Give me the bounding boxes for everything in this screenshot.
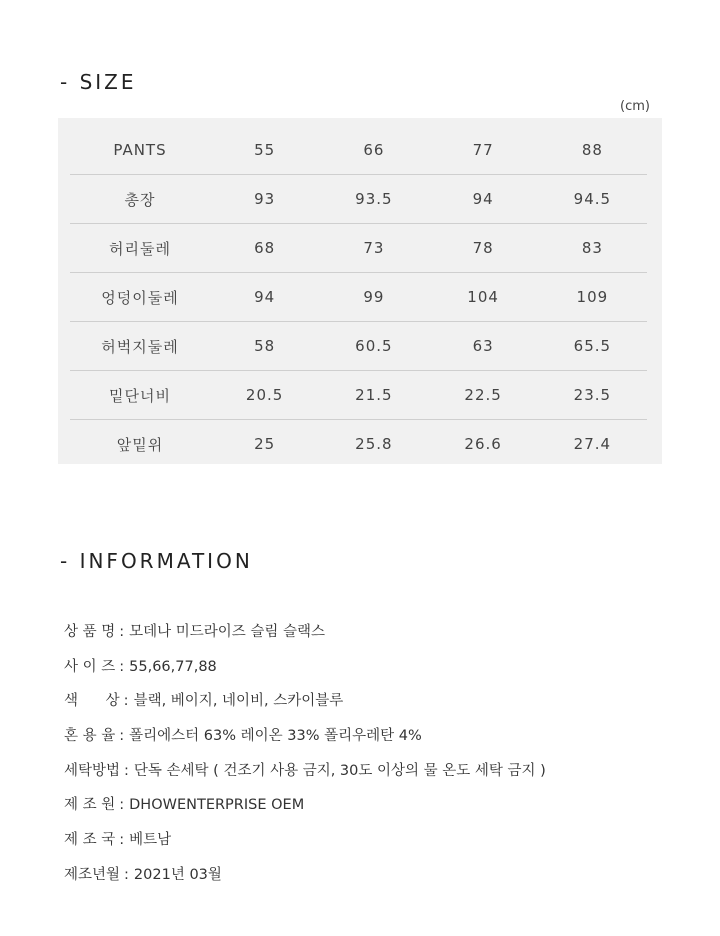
- table-cell: 94.5: [538, 175, 647, 224]
- table-cell: 27.4: [573, 435, 612, 453]
- info-separator: :: [119, 658, 125, 675]
- info-separator: :: [119, 624, 125, 640]
- table-cell: 58: [210, 322, 319, 371]
- info-row-product-name: [64, 617, 546, 652]
- table-cell: 63: [429, 322, 538, 371]
- info-separator: :: [123, 693, 129, 710]
- size-unit-label: (cm): [620, 99, 650, 114]
- info-value: 폴리에스터 63% 레이온 33% 폴리우레탄 4%: [129, 728, 422, 745]
- size-table: [70, 126, 647, 468]
- size-table-row: [70, 371, 647, 420]
- header-cell: PANTS: [70, 126, 210, 175]
- size-table-row: [70, 322, 647, 371]
- size-section-title: - SIZE: [60, 70, 137, 94]
- table-cell: 25.8: [355, 435, 393, 453]
- info-row-material: [64, 721, 546, 756]
- info-label: 제 조 원: [64, 797, 116, 814]
- table-cell: 65.5: [538, 322, 647, 371]
- info-separator: :: [119, 728, 125, 745]
- table-cell: 94: [210, 273, 319, 322]
- table-cell: 25: [254, 435, 276, 453]
- info-row-washing: [64, 756, 546, 791]
- row-label-cell: 허벅지둘레: [70, 322, 210, 371]
- info-label: 상 품 명: [64, 624, 116, 640]
- info-value: 55,66,77,88: [129, 658, 217, 675]
- info-row-manufacturer: [64, 790, 546, 825]
- info-value: 베트남: [129, 832, 172, 849]
- info-value: 모데나 미드라이즈 슬림 슬랙스: [129, 624, 326, 640]
- info-row-manufacture-date: [64, 860, 546, 895]
- row-label-cell: 엉덩이둘레: [70, 273, 210, 322]
- info-value: 2021년 03월: [133, 866, 222, 883]
- table-cell: 93.5: [319, 175, 428, 224]
- header-cell: 88: [538, 126, 647, 175]
- table-cell: 23.5: [538, 371, 647, 420]
- header-cell: 55: [210, 126, 319, 175]
- table-cell: 22.5: [429, 371, 538, 420]
- size-table-row: [70, 420, 647, 469]
- info-row-color: [64, 686, 546, 721]
- table-cell: 109: [538, 273, 647, 322]
- info-label: 제 조 국: [64, 832, 116, 849]
- info-label: 색 상: [64, 693, 120, 710]
- table-cell: 60.5: [319, 322, 428, 371]
- info-row-country: [64, 825, 546, 860]
- row-label-cell: 총장: [70, 175, 210, 224]
- table-cell: 21.5: [319, 371, 428, 420]
- table-cell: 68: [210, 224, 319, 273]
- table-cell: 93: [210, 175, 319, 224]
- size-table-row: [70, 224, 647, 273]
- size-table-row: [70, 175, 647, 224]
- size-table-header-row: [70, 126, 647, 175]
- info-separator: :: [124, 762, 129, 779]
- table-cell: 26.6: [464, 435, 502, 453]
- info-label: 제조년월: [64, 866, 121, 883]
- info-value: DHOWENTERPRISE OEM: [129, 797, 305, 814]
- header-cell: 66: [319, 126, 428, 175]
- table-cell: 73: [319, 224, 428, 273]
- information-list: [64, 617, 546, 895]
- info-separator: :: [119, 797, 125, 814]
- table-cell: 78: [429, 224, 538, 273]
- information-section-title: - INFORMATION: [60, 549, 253, 573]
- table-cell: 104: [429, 273, 538, 322]
- header-cell: 77: [429, 126, 538, 175]
- info-separator: :: [124, 866, 129, 883]
- size-table-container: [58, 118, 662, 464]
- info-separator: :: [119, 832, 125, 849]
- size-table-row: [70, 273, 647, 322]
- info-row-size: [64, 652, 546, 687]
- row-label-cell: 밑단너비: [70, 371, 210, 420]
- info-label: 혼 용 율: [64, 728, 116, 745]
- table-cell: 94: [429, 175, 538, 224]
- info-label: 세탁방법: [64, 762, 121, 779]
- table-cell: 83: [538, 224, 647, 273]
- row-label-cell: 앞밑위: [116, 435, 164, 454]
- info-value: 단독 손세탁 ( 건조기 사용 금지, 30도 이상의 물 온도 세탁 금지 ): [133, 762, 546, 779]
- info-value: 블랙, 베이지, 네이비, 스카이블루: [133, 693, 344, 710]
- table-cell: 99: [319, 273, 428, 322]
- row-label-cell: 허리둘레: [70, 224, 210, 273]
- info-label: 사 이 즈: [64, 658, 116, 675]
- table-cell: 20.5: [210, 371, 319, 420]
